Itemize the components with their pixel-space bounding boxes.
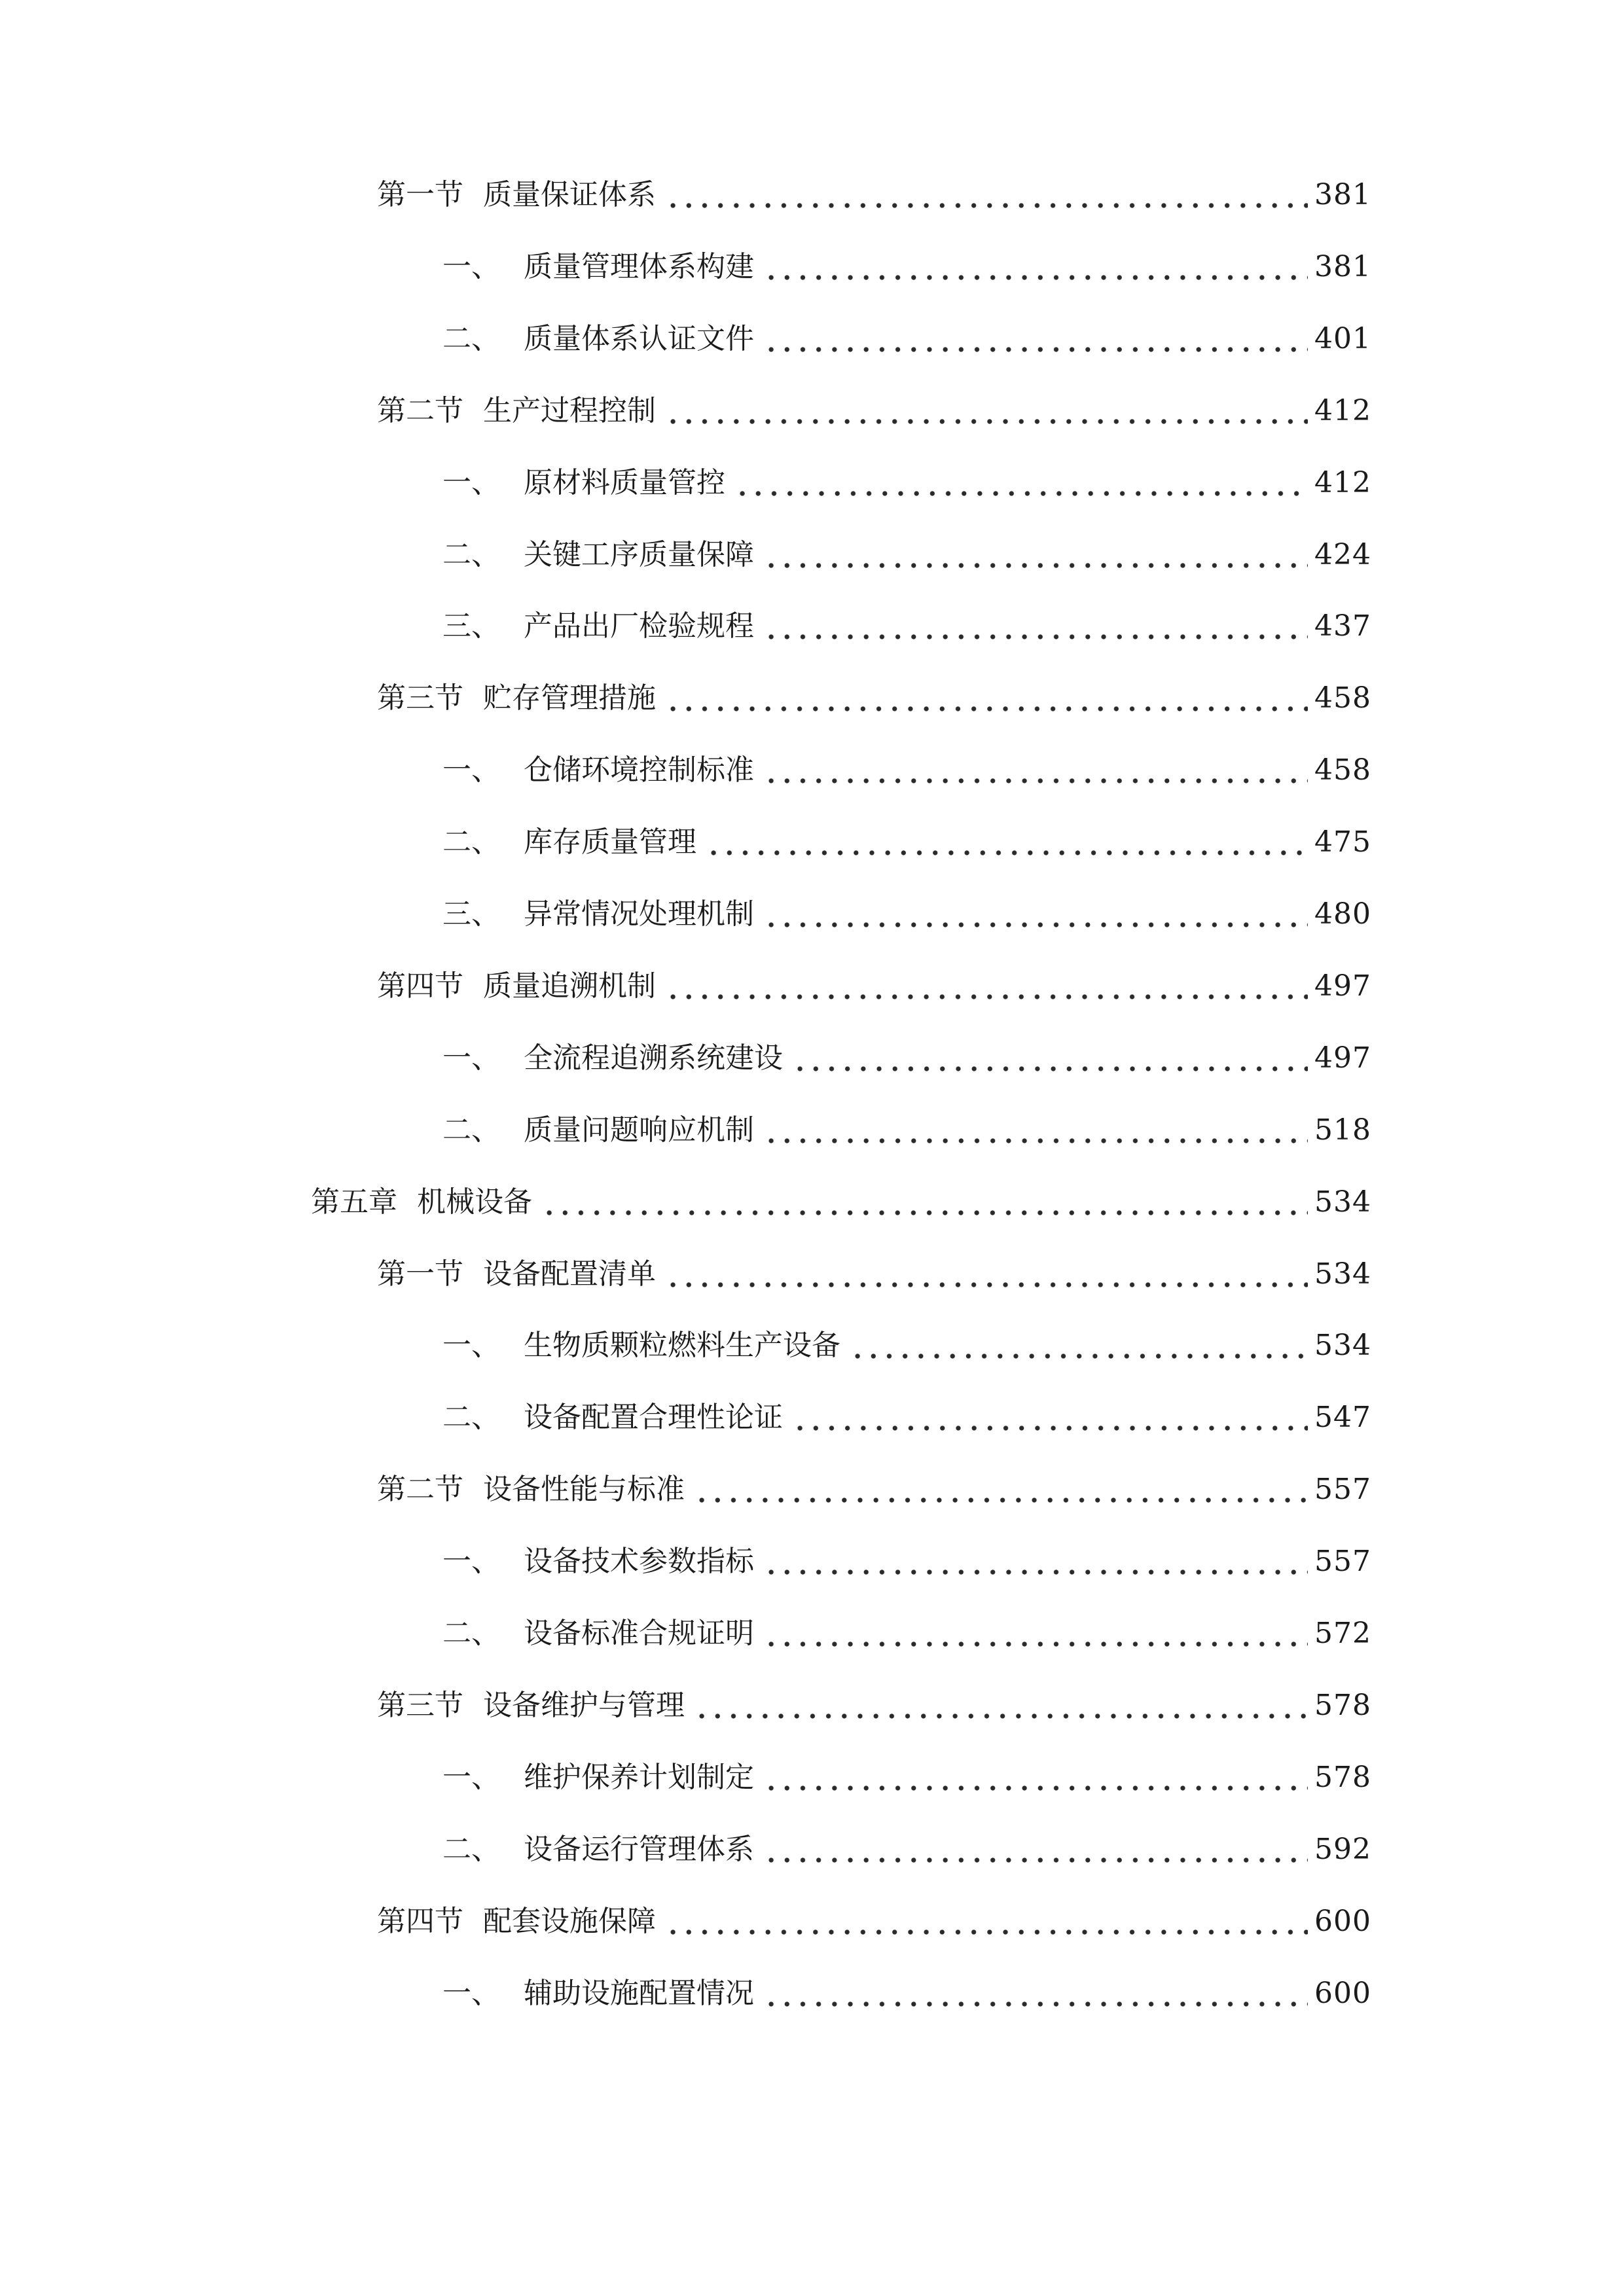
toc-entry-title: 库存质量管理 — [524, 825, 696, 859]
toc-entry-page-number: 572 — [1314, 1617, 1371, 1650]
toc-entry-page-number: 534 — [1314, 1329, 1371, 1362]
toc-entry-page-number: 412 — [1314, 394, 1371, 427]
toc-entry-title: 配套设施保障 — [483, 1905, 656, 1938]
toc-entry-page-number: 458 — [1314, 753, 1371, 787]
dot-leader — [763, 603, 1308, 650]
dot-leader — [665, 1898, 1308, 1945]
toc-entry-title: 机械设备 — [417, 1185, 532, 1219]
toc-entry-item[interactable] — [442, 243, 1371, 291]
dot-leader — [763, 1610, 1308, 1657]
toc-entry-number: 一、 — [442, 1545, 500, 1578]
toc-entry-item[interactable] — [442, 1322, 1371, 1369]
toc-entry-title: 关键工序质量保障 — [524, 538, 754, 571]
toc-entry-number: 一、 — [442, 250, 500, 283]
toc-entry-item[interactable] — [442, 1394, 1371, 1441]
dot-leader — [763, 243, 1308, 291]
toc-entry-item[interactable] — [442, 1538, 1371, 1585]
toc-entry-number: 一、 — [442, 1761, 500, 1794]
dot-leader — [763, 1107, 1308, 1154]
toc-entry-number: 第二节 — [377, 1473, 463, 1506]
toc-entry-section[interactable] — [377, 387, 1371, 435]
dot-leader — [763, 747, 1308, 794]
toc-entry-section[interactable] — [377, 1251, 1371, 1298]
toc-entry-item[interactable] — [442, 747, 1371, 794]
toc-entry-number: 第一节 — [377, 1257, 463, 1291]
toc-entry-section[interactable] — [377, 1898, 1371, 1945]
toc-entry-page-number: 475 — [1314, 825, 1371, 859]
toc-entry-item[interactable] — [442, 603, 1371, 650]
toc-entry-number: 第三节 — [377, 681, 463, 715]
toc-entry-title: 质量追溯机制 — [483, 969, 656, 1003]
toc-entry-number: 一、 — [442, 753, 500, 787]
toc-entry-page-number: 578 — [1314, 1689, 1371, 1722]
toc-entry-number: 第四节 — [377, 1905, 463, 1938]
toc-entry-page-number: 557 — [1314, 1545, 1371, 1578]
toc-entry-item[interactable] — [442, 531, 1371, 579]
toc-entry-item[interactable] — [442, 1610, 1371, 1657]
toc-entry-number: 一、 — [442, 1977, 500, 2010]
toc-entry-title: 异常情况处理机制 — [524, 897, 754, 931]
toc-entry-chapter[interactable] — [311, 1179, 1371, 1226]
dot-leader — [665, 387, 1308, 435]
toc-entry-title: 贮存管理措施 — [483, 681, 656, 715]
toc-entry-item[interactable] — [442, 1035, 1371, 1082]
toc-entry-section[interactable] — [377, 171, 1371, 219]
toc-entry-title: 质量体系认证文件 — [524, 322, 754, 355]
toc-entry-page-number: 458 — [1314, 681, 1371, 715]
dot-leader — [763, 891, 1308, 938]
toc-entry-title: 设备运行管理体系 — [524, 1833, 754, 1866]
toc-entry-page-number: 480 — [1314, 897, 1371, 931]
toc-entry-title: 仓储环境控制标准 — [524, 753, 754, 787]
toc-entry-item[interactable] — [442, 459, 1371, 507]
toc-entry-number: 第一节 — [377, 178, 463, 211]
toc-entry-page-number: 578 — [1314, 1761, 1371, 1794]
toc-entry-page-number: 497 — [1314, 1041, 1371, 1075]
toc-entry-number: 二、 — [442, 1401, 500, 1434]
toc-entry-item[interactable] — [442, 1754, 1371, 1801]
toc-entry-title: 质量问题响应机制 — [524, 1113, 754, 1147]
toc-entry-number: 二、 — [442, 825, 500, 859]
toc-entry-section[interactable] — [377, 675, 1371, 722]
toc-entry-title: 质量保证体系 — [483, 178, 656, 211]
toc-entry-title: 产品出厂检验规程 — [524, 609, 754, 643]
dot-leader — [763, 315, 1308, 363]
toc-entry-title: 设备性能与标准 — [483, 1473, 685, 1506]
toc-entry-page-number: 381 — [1314, 250, 1371, 283]
dot-leader — [694, 1466, 1308, 1513]
toc-entry-title: 质量管理体系构建 — [524, 250, 754, 283]
toc-entry-number: 三、 — [442, 897, 500, 931]
toc-entry-item[interactable] — [442, 1107, 1371, 1154]
toc-entry-title: 维护保养计划制定 — [524, 1761, 754, 1794]
toc-entry-title: 生物质颗粒燃料生产设备 — [524, 1329, 840, 1362]
dot-leader — [706, 819, 1308, 866]
toc-entry-page-number: 424 — [1314, 538, 1371, 571]
dot-leader — [792, 1394, 1308, 1441]
toc-entry-page-number: 381 — [1314, 178, 1371, 211]
toc-entry-section[interactable] — [377, 963, 1371, 1010]
toc-entry-number: 一、 — [442, 1041, 500, 1075]
toc-entry-page-number: 497 — [1314, 969, 1371, 1003]
toc-entry-number: 一、 — [442, 1329, 500, 1362]
toc-entry-item[interactable] — [442, 1970, 1371, 2017]
dot-leader — [665, 1251, 1308, 1298]
dot-leader — [763, 531, 1308, 579]
toc-entry-title: 设备配置合理性论证 — [524, 1401, 783, 1434]
toc-entry-section[interactable] — [377, 1466, 1371, 1513]
toc-entry-section[interactable] — [377, 1682, 1371, 1729]
toc-entry-number: 第五章 — [311, 1185, 397, 1219]
toc-entry-item[interactable] — [442, 315, 1371, 363]
toc-entry-item[interactable] — [442, 819, 1371, 866]
toc-entry-title: 原材料质量管控 — [524, 466, 725, 499]
toc-entry-title: 辅助设施配置情况 — [524, 1977, 754, 2010]
toc-entry-page-number: 600 — [1314, 1905, 1371, 1938]
dot-leader — [541, 1179, 1308, 1226]
toc-entry-page-number: 534 — [1314, 1185, 1371, 1219]
dot-leader — [694, 1682, 1308, 1729]
toc-entry-title: 设备配置清单 — [483, 1257, 656, 1291]
toc-entry-title: 全流程追溯系统建设 — [524, 1041, 783, 1075]
dot-leader — [734, 459, 1308, 507]
toc-entry-page-number: 547 — [1314, 1401, 1371, 1434]
toc-entry-number: 二、 — [442, 538, 500, 571]
toc-entry-number: 二、 — [442, 1833, 500, 1866]
dot-leader — [850, 1322, 1308, 1369]
dot-leader — [665, 171, 1308, 219]
toc-entry-number: 三、 — [442, 609, 500, 643]
toc-entry-item[interactable] — [442, 891, 1371, 938]
toc-entry-page-number: 437 — [1314, 609, 1371, 643]
toc-entry-title: 设备维护与管理 — [483, 1689, 685, 1722]
toc-entry-item[interactable] — [442, 1826, 1371, 1873]
dot-leader — [665, 675, 1308, 722]
toc-entry-page-number: 518 — [1314, 1113, 1371, 1147]
dot-leader — [792, 1035, 1308, 1082]
toc-entry-title: 设备标准合规证明 — [524, 1617, 754, 1650]
toc-entry-page-number: 412 — [1314, 466, 1371, 499]
toc-entry-page-number: 600 — [1314, 1977, 1371, 2010]
toc-entry-number: 第四节 — [377, 969, 463, 1003]
dot-leader — [763, 1538, 1308, 1585]
toc-entry-page-number: 592 — [1314, 1833, 1371, 1866]
dot-leader — [763, 1970, 1308, 2017]
toc-entry-number: 第二节 — [377, 394, 463, 427]
dot-leader — [665, 963, 1308, 1010]
dot-leader — [763, 1754, 1308, 1801]
toc-entry-page-number: 557 — [1314, 1473, 1371, 1506]
toc-entry-title: 生产过程控制 — [483, 394, 656, 427]
toc-entry-page-number: 401 — [1314, 322, 1371, 355]
dot-leader — [763, 1826, 1308, 1873]
toc-entry-number: 一、 — [442, 466, 500, 499]
toc-entry-number: 二、 — [442, 1113, 500, 1147]
toc-entry-number: 二、 — [442, 1617, 500, 1650]
toc-entry-title: 设备技术参数指标 — [524, 1545, 754, 1578]
toc-entry-page-number: 534 — [1314, 1257, 1371, 1291]
toc-entry-number: 二、 — [442, 322, 500, 355]
toc-entry-number: 第三节 — [377, 1689, 463, 1722]
